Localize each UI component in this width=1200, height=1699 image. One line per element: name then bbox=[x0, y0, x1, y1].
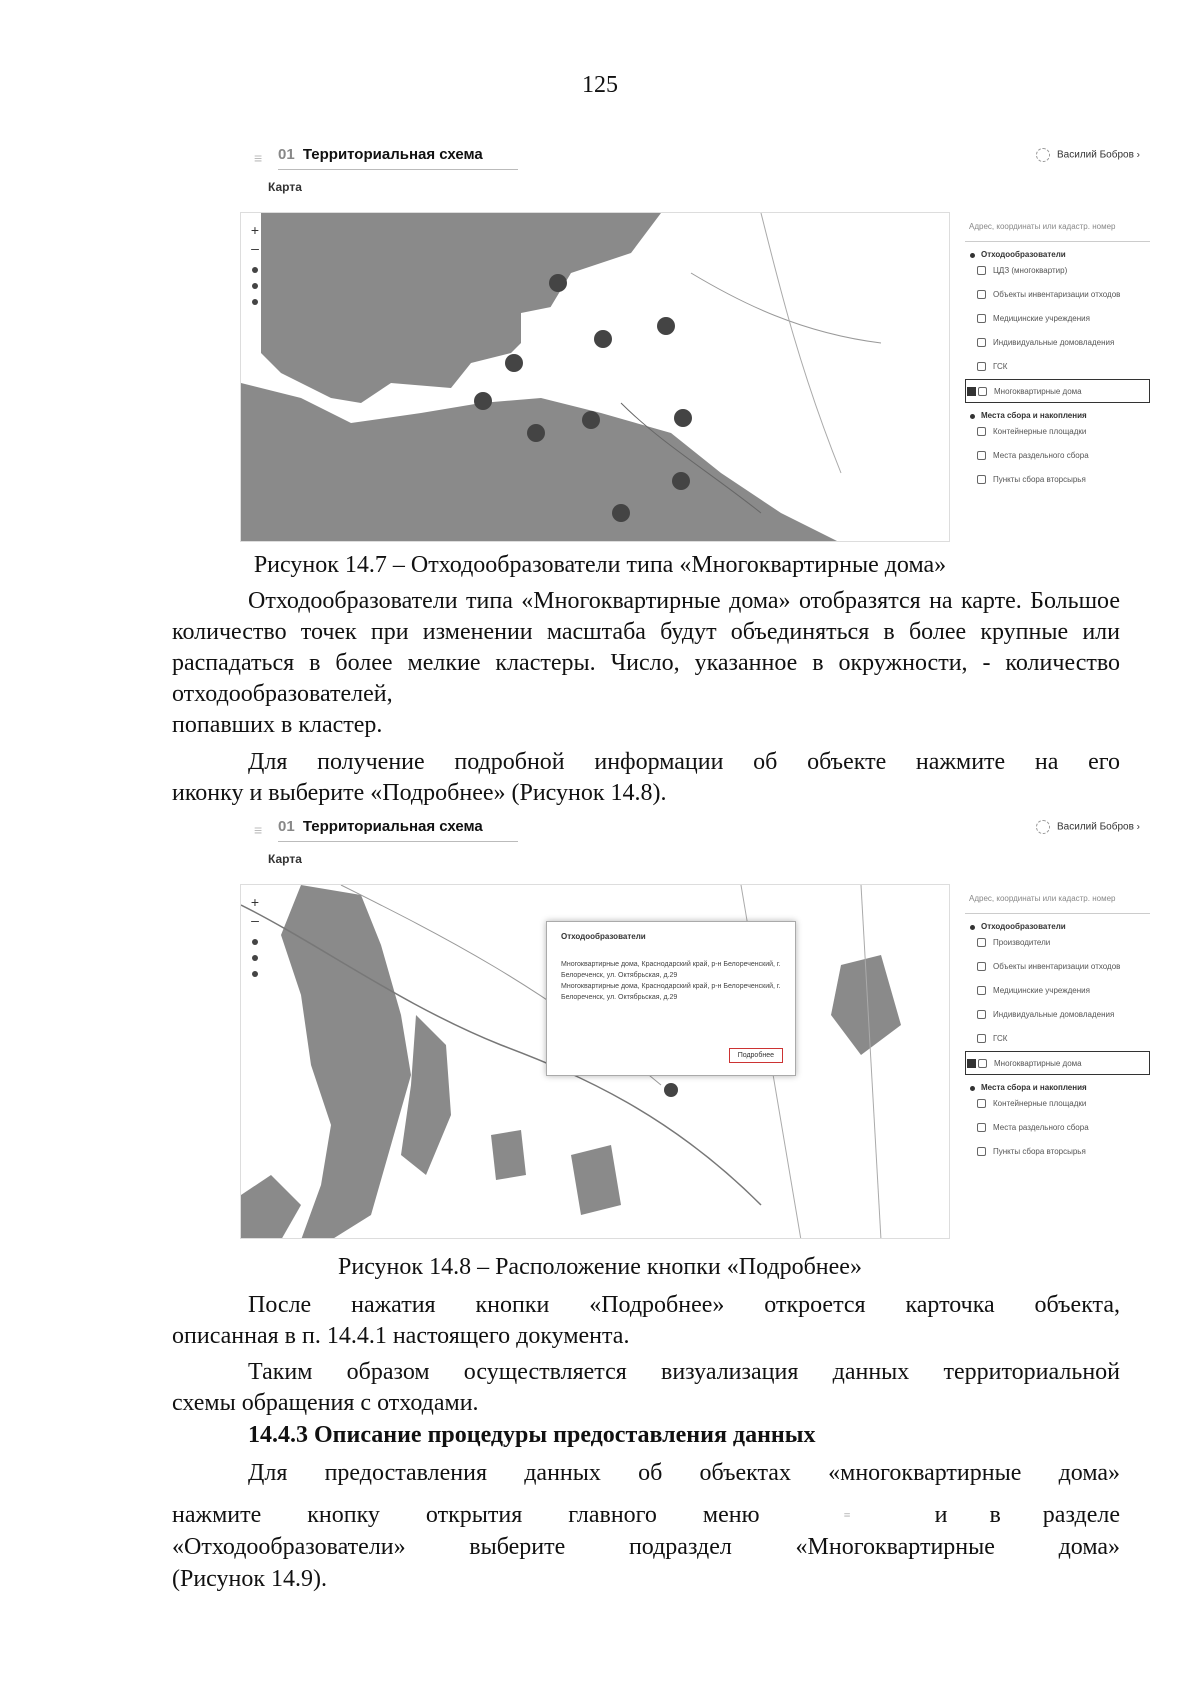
section-number: 01 bbox=[278, 146, 295, 163]
user-menu[interactable]: Василий Бобров › bbox=[1036, 820, 1140, 834]
user-name: Василий Бобров bbox=[1057, 821, 1134, 833]
zoom-controls bbox=[247, 893, 263, 987]
map-canvas bbox=[241, 213, 950, 542]
paragraph: Для предоставления данных об объектах «многоквартирные дома» bbox=[248, 1460, 1120, 1486]
section-heading: 14.4.3 Описание процедуры предоставления данных bbox=[248, 1422, 816, 1448]
layer-item[interactable]: Места раздельного сбора bbox=[965, 444, 1150, 468]
layer-icon bbox=[977, 314, 986, 323]
group-collection-points[interactable]: Места сбора и накопления bbox=[965, 411, 1150, 420]
paragraph: После нажатия кнопки «Подробнее» откроется карточка объекта, bbox=[248, 1292, 1120, 1318]
checkbox-checked-icon[interactable] bbox=[967, 387, 976, 396]
menu-icon[interactable]: ≡ bbox=[254, 150, 263, 166]
layer-item[interactable]: Производители bbox=[965, 931, 1150, 955]
layer-icon bbox=[977, 266, 986, 275]
measure-icon[interactable] bbox=[252, 283, 258, 289]
layer-icon bbox=[977, 451, 986, 460]
building-icon bbox=[978, 1059, 987, 1068]
layer-icon bbox=[977, 986, 986, 995]
paragraph-text: нажмите кнопку открытия главного меню bbox=[172, 1502, 760, 1528]
paragraph: Таким образом осуществляется визуализация данных территориальной bbox=[248, 1359, 1120, 1385]
user-name: Василий Бобров bbox=[1057, 149, 1134, 161]
zoom-out-button[interactable]: – bbox=[251, 240, 259, 256]
layer-icon bbox=[977, 475, 986, 484]
page-number: 125 bbox=[582, 72, 618, 98]
layer-icon bbox=[977, 290, 986, 299]
figure-caption: Рисунок 14.8 – Расположение кнопки «Подробнее» bbox=[338, 1254, 862, 1280]
group-waste-generators[interactable]: Отходообразователи bbox=[965, 250, 1150, 259]
layer-item[interactable]: Медицинские учреждения bbox=[965, 307, 1150, 331]
paragraph-text: и в разделе bbox=[934, 1502, 1120, 1528]
figure-caption: Рисунок 14.7 – Отходообразователи типа «Многоквартирные дома» bbox=[253, 552, 947, 578]
paragraph: «Отходообразователи» выберите подраздел «Многоквартирные дома» bbox=[172, 1534, 1120, 1560]
layer-icon bbox=[977, 338, 986, 347]
popup-address: Многоквартирные дома, Краснодарский край, р-н Белореченский, г. Белореченск, ул. Октябрьская, д.29 bbox=[561, 961, 781, 979]
layer-icon bbox=[977, 1099, 986, 1108]
layer-item[interactable]: Индивидуальные домовладения bbox=[965, 331, 1150, 355]
layer-icon bbox=[977, 362, 986, 371]
layer-item[interactable]: Контейнерные площадки bbox=[965, 1092, 1150, 1116]
group-waste-generators[interactable]: Отходообразователи bbox=[965, 922, 1150, 931]
tab-map[interactable]: Карта bbox=[268, 180, 302, 194]
paragraph-last-line: схемы обращения с отходами. bbox=[172, 1390, 479, 1416]
section-number: 01 bbox=[278, 818, 295, 835]
page-title bbox=[278, 146, 518, 170]
layer-icon[interactable] bbox=[252, 939, 258, 945]
layer-item[interactable]: Места раздельного сбора bbox=[965, 1116, 1150, 1140]
location-icon[interactable] bbox=[252, 299, 258, 305]
zoom-in-button[interactable]: + bbox=[250, 222, 260, 238]
checkbox-checked-icon[interactable] bbox=[967, 1059, 976, 1068]
layer-icon[interactable] bbox=[252, 267, 258, 273]
measure-icon[interactable] bbox=[252, 955, 258, 961]
app-header bbox=[240, 140, 1150, 198]
paragraph-last-line: иконку и выберите «Подробнее» (Рисунок 14.8). bbox=[172, 780, 667, 806]
map-view[interactable] bbox=[240, 212, 950, 542]
layer-item[interactable]: Объекты инвентаризации отходов bbox=[965, 283, 1150, 307]
user-menu[interactable]: Василий Бобров › bbox=[1036, 148, 1140, 162]
layer-icon bbox=[977, 1034, 986, 1043]
layer-item[interactable]: Контейнерные площадки bbox=[965, 420, 1150, 444]
layer-item[interactable]: Пункты сбора вторсырья bbox=[965, 1140, 1150, 1164]
paragraph-last-line: попавших в кластер. bbox=[172, 712, 383, 738]
popup-address: Многоквартирные дома, Краснодарский край, р-н Белореченский, г. Белореченск, ул. Октябрьская, д.29 bbox=[561, 983, 781, 1001]
layer-icon bbox=[977, 938, 986, 947]
layer-item[interactable]: ЦДЗ (многоквартир) bbox=[965, 259, 1150, 283]
paragraph-last-line: (Рисунок 14.9). bbox=[172, 1566, 328, 1592]
menu-icon: ≡ bbox=[843, 1508, 851, 1522]
figure-14-7-screenshot bbox=[240, 140, 1150, 550]
zoom-out-button[interactable]: – bbox=[251, 912, 259, 928]
user-icon bbox=[1036, 820, 1050, 834]
details-button[interactable]: Подробнее bbox=[729, 1048, 783, 1063]
layer-item[interactable]: Медицинские учреждения bbox=[965, 979, 1150, 1003]
app-header bbox=[240, 812, 1150, 870]
paragraph: Отходообразователи типа «Многоквартирные дома» отобразятся на карте. Большое количество точек при изменении масштаба будут объединяться в более крупные или распадаться в более мелкие кластеры. Число, указанное в окружности, - количество отходообразователей, bbox=[172, 588, 1120, 707]
layer-item[interactable]: Пункты сбора вторсырья bbox=[965, 468, 1150, 492]
group-collection-points[interactable]: Места сбора и накопления bbox=[965, 1083, 1150, 1092]
layer-item[interactable]: ГСК bbox=[965, 1027, 1150, 1051]
popup-title: Отходообразователи bbox=[561, 932, 646, 941]
paragraph-inline-icon-line bbox=[172, 1500, 1120, 1531]
layer-item[interactable]: Объекты инвентаризации отходов bbox=[965, 955, 1150, 979]
paragraph: Для получение подробной информации об объекте нажмите на его bbox=[248, 749, 1120, 775]
location-icon[interactable] bbox=[252, 971, 258, 977]
map-view[interactable] bbox=[240, 884, 950, 1239]
address-search-input[interactable]: Адрес, координаты или кадастр. номер bbox=[965, 212, 1150, 242]
zoom-in-button[interactable]: + bbox=[250, 894, 260, 910]
layer-item[interactable]: Индивидуальные домовладения bbox=[965, 1003, 1150, 1027]
layer-icon bbox=[977, 1010, 986, 1019]
layers-panel bbox=[965, 212, 1150, 492]
paragraph-last-line: описанная в п. 14.4.1 настоящего документа. bbox=[172, 1323, 630, 1349]
layer-icon bbox=[977, 1123, 986, 1132]
menu-icon[interactable]: ≡ bbox=[254, 822, 263, 838]
layer-icon bbox=[977, 962, 986, 971]
user-icon bbox=[1036, 148, 1050, 162]
page-title bbox=[278, 818, 518, 842]
section-title: Территориальная схема bbox=[302, 146, 483, 163]
layer-item-apartment-buildings[interactable]: Многоквартирные дома bbox=[965, 1051, 1150, 1075]
address-search-input[interactable]: Адрес, координаты или кадастр. номер bbox=[965, 884, 1150, 914]
layer-item[interactable]: ГСК bbox=[965, 355, 1150, 379]
tab-map[interactable]: Карта bbox=[268, 852, 302, 866]
object-popup bbox=[546, 921, 796, 1076]
figure-14-8-screenshot bbox=[240, 812, 1150, 1242]
layer-icon bbox=[977, 427, 986, 436]
building-icon bbox=[978, 387, 987, 396]
zoom-controls bbox=[247, 221, 263, 315]
layers-panel bbox=[965, 884, 1150, 1164]
layer-item-apartment-buildings[interactable]: Многоквартирные дома bbox=[965, 379, 1150, 403]
layer-icon bbox=[977, 1147, 986, 1156]
section-title: Территориальная схема bbox=[302, 818, 483, 835]
